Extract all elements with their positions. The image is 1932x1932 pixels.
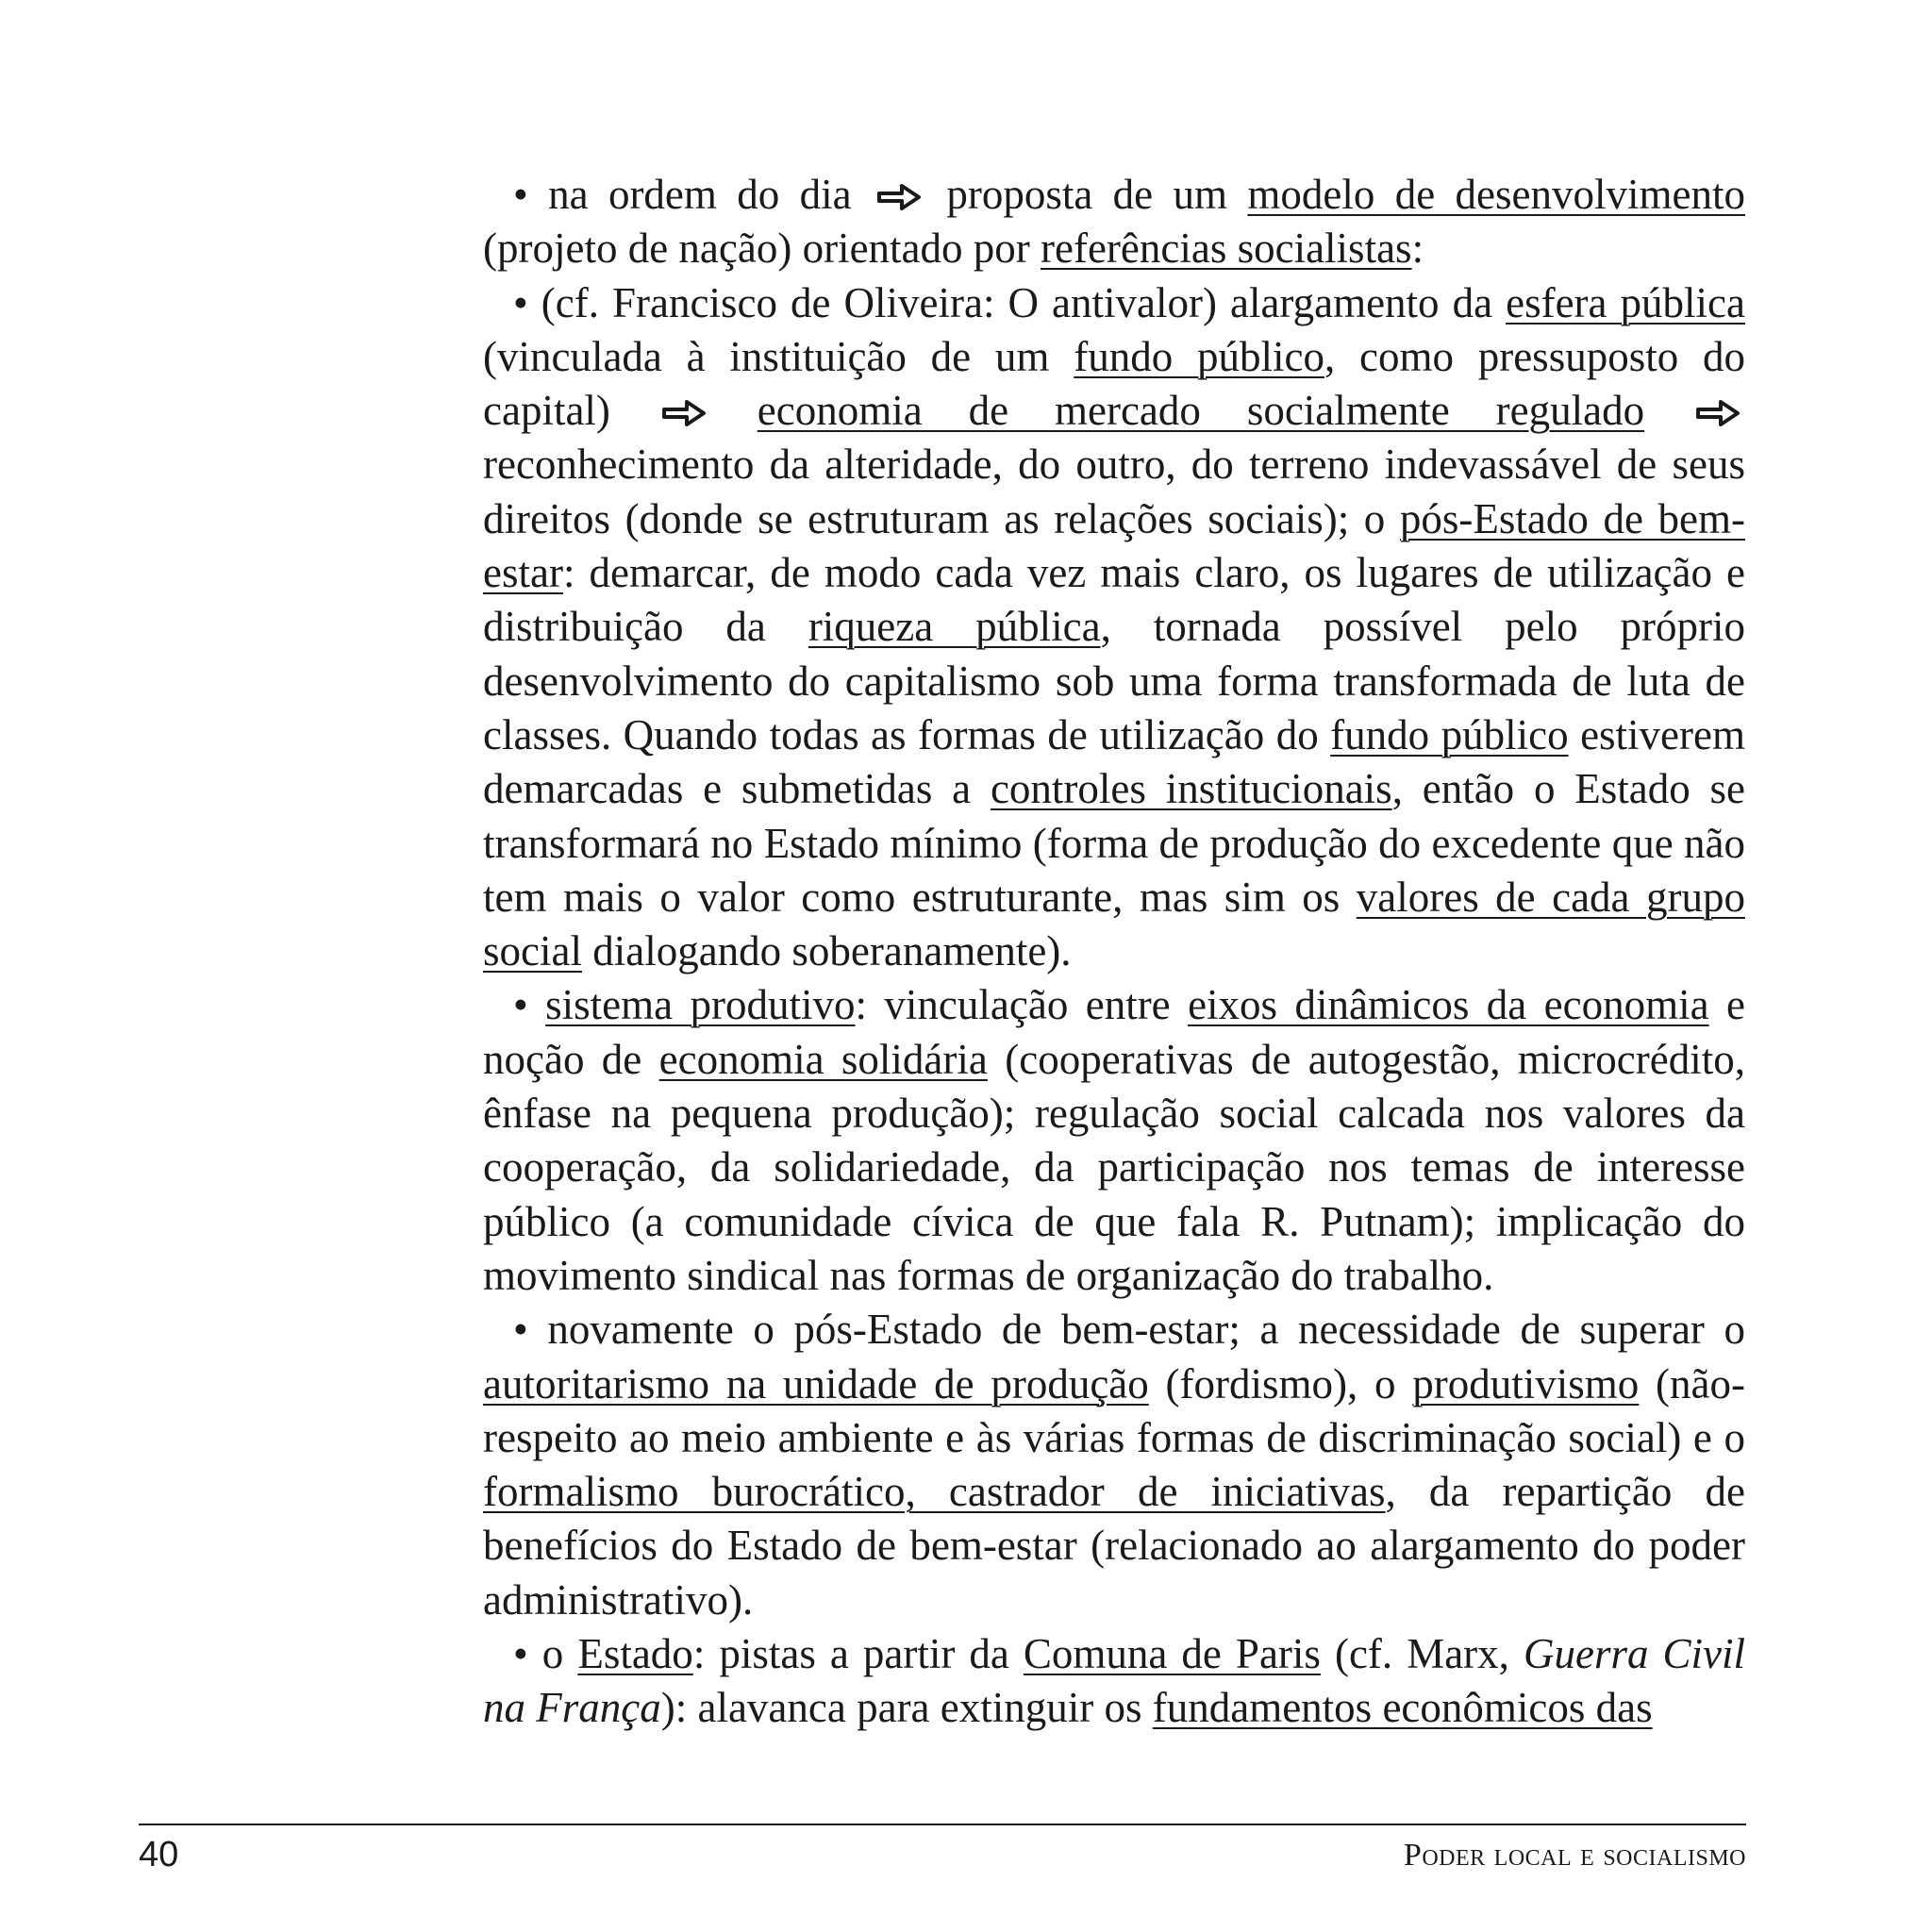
underlined-term: modelo de desenvolvimento: [1247, 171, 1745, 218]
body-text: [483, 168, 1745, 1736]
text-run: dialogando soberanamente).: [581, 927, 1072, 975]
text-run: proposta de um: [925, 171, 1248, 218]
underlined-term: eixos dinâmicos da economia: [1188, 981, 1709, 1029]
text-run: estiverem demarcadas e submetidas a: [483, 710, 1745, 813]
text-run: , tornada possível pelo próprio desenvolvimento do capitalismo sob uma forma transformada de luta de classes. Quando todas as formas de utilização do: [483, 603, 1745, 758]
underlined-term: economia solidária: [658, 1035, 988, 1083]
underlined-term: pós-Estado de bem-estar: [483, 494, 1745, 597]
text-run: (projeto de nação) orientado por: [483, 225, 1041, 273]
arrow-right-icon: [660, 399, 708, 427]
paragraph: [483, 276, 1745, 979]
text-run: (fordismo), o: [1148, 1359, 1413, 1407]
underlined-term: economia de mercado socialmente regulado: [757, 387, 1645, 435]
arrow-right-icon: [875, 183, 923, 211]
underlined-term: autoritarismo na unidade de produção: [483, 1359, 1149, 1407]
text-run: reconhecimento da alteridade, do outro, do terreno indevassável de seus direitos (donde se estruturam as relações sociais); o: [483, 441, 1745, 542]
text-run: : vinculação entre: [855, 981, 1189, 1029]
underlined-term: fundo público: [1074, 332, 1324, 380]
paragraph: [483, 168, 1745, 276]
underlined-term: formalismo burocrático, castrador de iniciativas: [483, 1468, 1386, 1516]
underlined-term: Comuna de Paris: [1023, 1630, 1321, 1678]
text-run: ): alavanca para extinguir os: [660, 1684, 1153, 1732]
text-run: : demarcar, de modo cada vez mais claro, os lugares de utilização e distribuição da: [483, 549, 1745, 651]
text-run: [1644, 387, 1690, 434]
underlined-term: controles institucionais: [990, 765, 1392, 813]
underlined-term: fundo público: [1330, 710, 1569, 758]
text-run: • na ordem do dia: [513, 171, 872, 218]
paragraph: [483, 1627, 1745, 1736]
text-run: • (cf. Francisco de Oliveira: O antivalor) alargamento da: [513, 278, 1507, 326]
text-run: , da repartição de benefícios do Estado de bem-estar (relacionado ao alargamento do poder administrativo).: [483, 1468, 1745, 1624]
text-run: e noção de: [483, 981, 1745, 1083]
text-run: • novamente o pós-Estado de bem-estar; a necessidade de superar o: [513, 1306, 1745, 1354]
underlined-term: riqueza pública: [808, 603, 1101, 651]
page-number: 40: [139, 1835, 179, 1874]
text-run: , então o Estado se transformará no Estado mínimo (forma de produção do excedente que não tem mais o valor como estruturante, mas sim os: [483, 765, 1745, 921]
text-run: •: [513, 981, 546, 1029]
underlined-term: esfera pública: [1506, 278, 1745, 326]
text-run: , como pressuposto do capital): [483, 332, 1745, 435]
text-run: (cooperativas de autogestão, microcrédito, ênfase na pequena produção); regulação social calcada nos valores da cooperação, da solidariedade, da participação nos temas de interesse público (a comunidade cívica de que fala R. Putnam); implicação do movimento sindical nas formas de organização do trabalho.: [483, 1035, 1745, 1299]
text-run: [711, 387, 758, 434]
underlined-term: referências socialistas: [1041, 225, 1412, 273]
text-run: :: [1411, 225, 1424, 273]
arrow-right-icon: [1694, 399, 1741, 427]
running-head: Poder local e socialismo: [1403, 1838, 1746, 1873]
footer-rule: [139, 1824, 1746, 1825]
text-run: (vinculada à instituição de um: [483, 332, 1074, 380]
paragraph: [483, 1303, 1745, 1627]
text-run: (cf. Marx,: [1320, 1630, 1524, 1678]
underlined-term: fundamentos econômicos das: [1152, 1684, 1653, 1732]
underlined-term: valores de cada grupo social: [483, 873, 1745, 975]
text-run: : pistas a partir da: [692, 1630, 1024, 1678]
underlined-term: produtivismo: [1412, 1359, 1640, 1407]
underlined-term: Estado: [577, 1630, 693, 1678]
underlined-term: sistema produtivo: [545, 981, 856, 1029]
italic-title: Guerra Civil na França: [483, 1630, 1745, 1732]
text-run: (não-respeito ao meio ambiente e às várias formas de discriminação social) e o: [483, 1359, 1745, 1461]
text-run: • o: [513, 1630, 578, 1678]
paragraph: [483, 978, 1745, 1303]
